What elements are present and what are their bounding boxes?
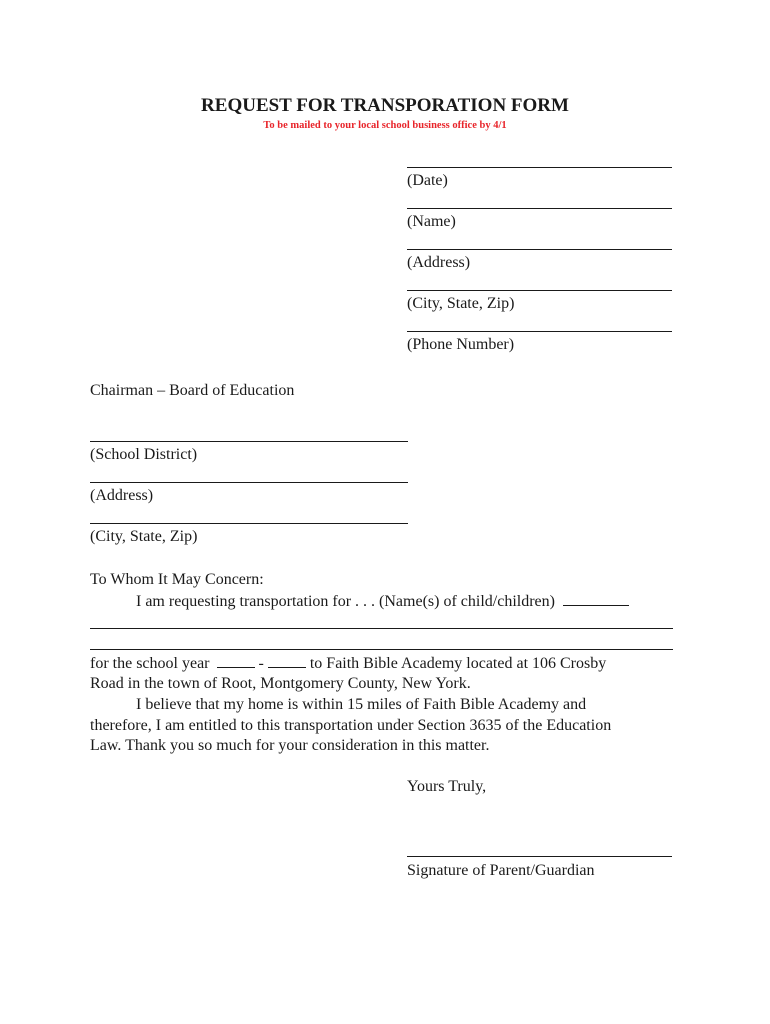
request-text: I am requesting transportation for . . . (Name(s) of child/children) <box>136 592 555 610</box>
school-year-start-field[interactable] <box>217 653 255 668</box>
salutation: To Whom It May Concern: <box>90 571 264 588</box>
children-names-field[interactable] <box>563 591 629 606</box>
district-city-state-zip-label: (City, State, Zip) <box>90 528 198 545</box>
sender-address-field[interactable] <box>407 232 677 252</box>
name-label: (Name) <box>407 213 456 230</box>
district-city-state-zip-field[interactable] <box>90 506 420 526</box>
children-names-continuation-1[interactable] <box>90 612 680 633</box>
date-label: (Date) <box>407 172 448 189</box>
form-title: REQUEST FOR TRANSPORATION FORM <box>201 95 569 116</box>
sender-block <box>407 150 677 355</box>
children-names-continuation-2[interactable] <box>90 632 680 653</box>
district-address-label: (Address) <box>90 487 154 504</box>
request-line <box>90 591 680 612</box>
school-year-line <box>90 653 680 674</box>
closing-text: Yours Truly, <box>407 778 487 795</box>
sender-city-state-zip-label: (City, State, Zip) <box>407 295 515 312</box>
addressee-line: Chairman – Board of Education <box>90 382 295 399</box>
school-year-end-field[interactable] <box>268 653 306 668</box>
mailing-instruction: To be mailed to your local school business office by 4/1 <box>263 120 507 131</box>
paragraph-2-line-2: therefore, I am entitled to this transportation under Section 3635 of the Education <box>90 716 612 734</box>
phone-number-field[interactable] <box>407 314 677 334</box>
date-field[interactable] <box>407 150 677 170</box>
name-field[interactable] <box>407 191 677 211</box>
school-district-label: (School District) <box>90 446 198 463</box>
school-district-field[interactable] <box>90 424 420 444</box>
paragraph-2-line-3: Law. Thank you so much for your consideration in this matter. <box>90 737 490 755</box>
letter-body <box>90 570 680 757</box>
school-year-prefix: for the school year <box>90 655 210 673</box>
paragraph-2-line-1: I believe that my home is within 15 miles of Faith Bible Academy and <box>136 695 587 713</box>
phone-number-label: (Phone Number) <box>407 336 515 353</box>
sender-address-label: (Address) <box>407 254 471 271</box>
sender-city-state-zip-field[interactable] <box>407 273 677 293</box>
school-year-suffix: to Faith Bible Academy located at 106 Crosby <box>309 655 607 673</box>
location-line: Road in the town of Root, Montgomery County, New York. <box>90 674 471 692</box>
signature-field[interactable] <box>407 856 672 857</box>
signature-label: Signature of Parent/Guardian <box>407 862 595 879</box>
school-year-separator: - <box>258 655 264 673</box>
district-address-field[interactable] <box>90 465 420 485</box>
recipient-block <box>90 424 420 547</box>
